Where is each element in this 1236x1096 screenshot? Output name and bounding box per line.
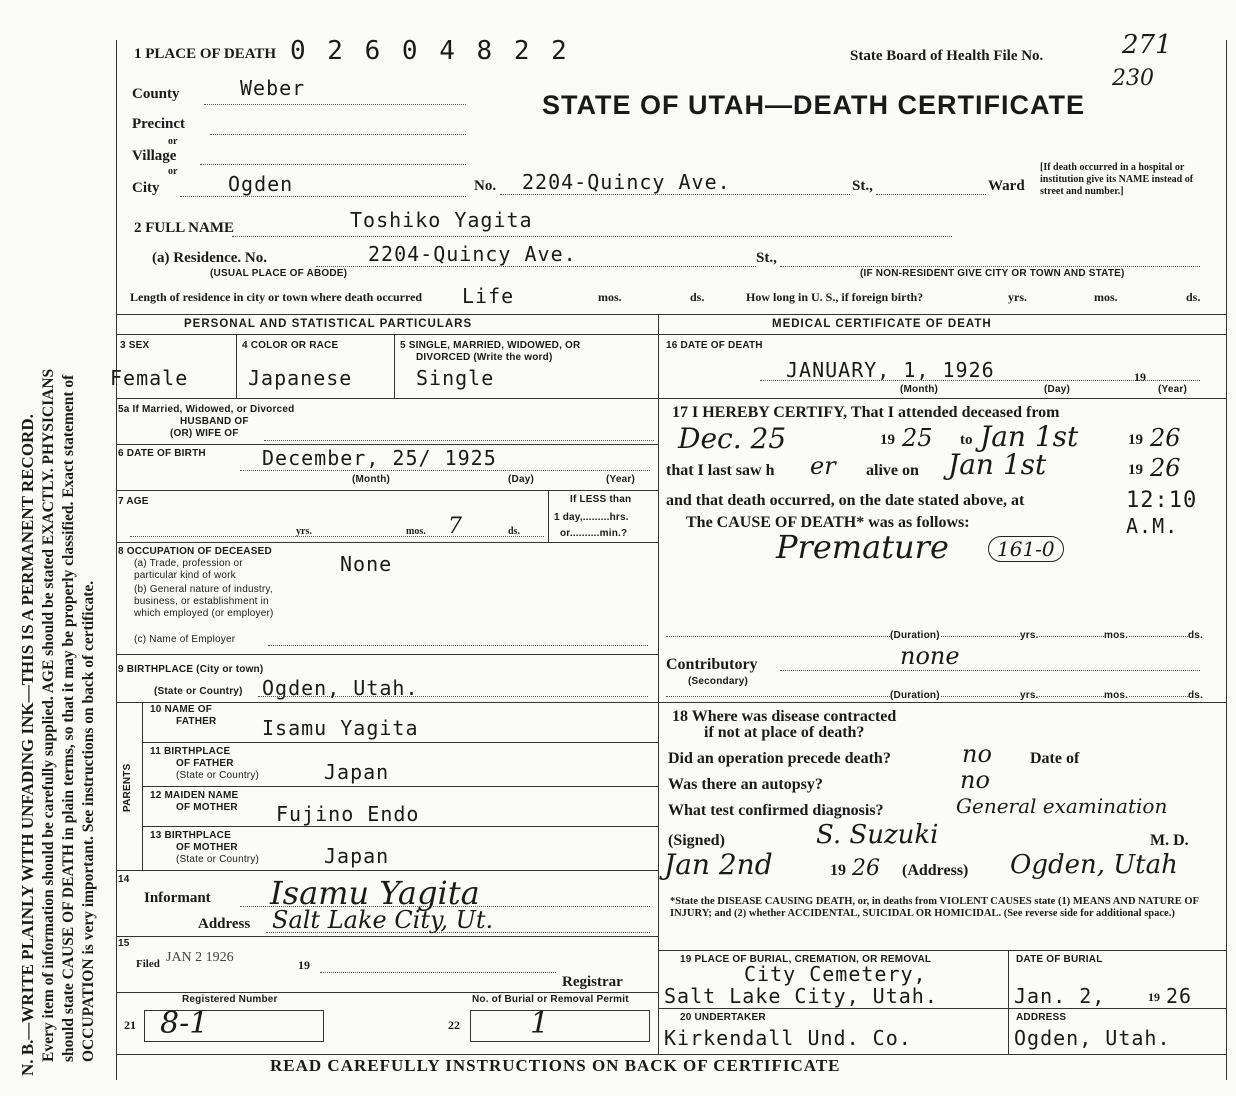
occupation-b-3: which employed (or employer) [134,608,274,619]
residence-line [316,266,756,267]
rule [116,654,658,655]
item-22-number: 22 [448,1018,460,1032]
father-name-value: Isamu Yagita [262,716,419,740]
street-line [500,194,850,195]
mother-birthplace-label-3: (State or Country) [176,854,260,865]
attended-to-value: Jan 1st [980,420,1079,453]
autopsy-answer: no [960,766,990,794]
mother-name-value: Fujino Endo [276,802,420,826]
occupation-label: 8 OCCUPATION OF DECEASED [118,546,272,557]
rule [116,1054,1226,1055]
rule [116,444,658,445]
duration-label-1: (Duration) [890,630,940,641]
father-name-label-2: FATHER [176,716,217,727]
duration-yrs-1: yrs. [1020,630,1039,641]
birthplace-label: 9 BIRTHPLACE (City or town) [118,664,264,675]
street-number-label: No. [474,178,497,194]
occupation-a-2: particular kind of work [134,570,236,581]
dob-month-caption: (Month) [352,474,391,485]
informant-label: Informant [144,890,211,906]
length-ds-label: ds. [690,290,705,304]
full-name-line [232,236,952,237]
burial-place-value-2: Salt Lake City, Utah. [664,984,938,1008]
last-saw-label: that I last saw h [666,462,775,479]
rule [116,992,658,993]
time-of-death-value: 12:10 [1126,488,1198,513]
or-separator-1: or [168,136,178,147]
less-than-label: If LESS than [570,494,632,505]
last-19-label: 19 [1128,462,1143,478]
rule [142,742,658,743]
city-label: City [132,180,160,196]
certify-statement: 17 I HEREBY CERTIFY, That I attended deceased from [672,404,1060,421]
rule [1008,950,1009,1054]
undertaker-value: Kirkendall Und. Co. [664,1026,912,1050]
or-separator-2: or [168,166,178,177]
sex-value: Female [110,366,189,390]
age-yrs-label: yrs. [296,526,312,537]
burial-place-label: 19 PLACE OF BURIAL, CREMATION, OR REMOVAL [680,954,932,965]
death-month-caption: (Month) [900,384,939,395]
duration-yrs-2: yrs. [1020,690,1039,701]
age-ds-label: ds. [508,526,520,537]
right-border [1226,40,1227,1080]
last-saw-date-value: Jan 1st [948,448,1047,481]
signed-label: (Signed) [668,832,725,849]
to-label: to [960,432,973,448]
rule [320,972,556,973]
to-19-label: 19 [1128,432,1143,448]
full-name-label: 2 FULL NAME [134,220,235,236]
father-birthplace-label-3: (State or Country) [176,770,260,781]
contributory-label: Contributory [666,656,758,673]
father-birthplace-label-2: OF FATHER [176,758,234,769]
age-mos-label: mos. [406,526,426,537]
city-value: Ogden [228,172,294,196]
rule [116,702,658,703]
burial-19-label: 19 [1148,990,1160,1004]
us-yrs-label: yrs. [1008,290,1027,304]
death-day-caption: (Day) [1044,384,1071,395]
rule [116,870,658,871]
duration-label-2: (Duration) [890,690,940,701]
last-year-value: 26 [1150,454,1181,482]
residence-label: (a) Residence. No. [152,250,267,266]
non-resident-note: (IF NON-RESIDENT GIVE CITY OR TOWN AND STATE) [860,268,1125,279]
rule [116,490,658,491]
footer-instructions: READ CAREFULLY INSTRUCTIONS ON BACK OF CERTIFICATE [270,1056,841,1075]
operation-date-label: Date of [1030,750,1080,767]
husband-of-label: HUSBAND OF [180,416,249,427]
informant-address-value: Salt Lake City, Ut. [272,906,494,934]
physician-address-value: Ogden, Utah [1010,850,1178,880]
dob-day-caption: (Day) [508,474,535,485]
father-birthplace-value: Japan [324,760,390,784]
street-label: St., [852,178,873,194]
rule [658,398,1226,399]
length-of-residence-label: Length of residence in city or town where death occurred [130,290,423,304]
signature-year-value: 26 [852,856,880,881]
occupation-value: None [340,552,393,576]
physician-address-label: (Address) [902,862,969,879]
burial-place-value-1: City Cemetery, [744,962,927,986]
burial-permit-value: 1 [530,1006,550,1041]
duration-ds-1: ds. [1188,630,1204,641]
signature-19-label: 19 [830,862,846,879]
occupation-a-1: (a) Trade, profession or [134,558,243,569]
marital-status-value: Single [416,366,495,390]
document-title: STATE OF UTAH—DEATH CERTIFICATE [542,90,1085,120]
date-of-birth-label: 6 DATE OF BIRTH [118,448,206,459]
file-number-label: State Board of Health File No. [850,48,1044,64]
duration-mos-1: mos. [1104,630,1129,641]
date-of-death-value: JANUARY, 1, 1926 [786,358,995,382]
city-line [180,196,466,197]
date-of-death-label: 16 DATE OF DEATH [666,340,763,351]
burial-date-label: DATE OF BURIAL [1016,954,1103,965]
marital-status-label-2: DIVORCED (Write the word) [416,352,553,363]
rule [116,334,658,335]
item-15-number: 15 [118,938,130,949]
mother-birthplace-value: Japan [324,844,390,868]
occupation-b-2: business, or establishment in [134,596,269,607]
father-birthplace-label: 11 BIRTHPLACE [150,746,231,757]
item-21-number: 21 [124,1018,136,1032]
rule [268,645,648,646]
precinct-label: Precinct [132,116,186,132]
rule [142,786,658,787]
section-divider [116,314,1226,315]
spouse-label: 5a If Married, Widowed, or Divorced [118,404,295,415]
filed-stamp: JAN 2 1926 [166,950,234,965]
undertaker-label: 20 UNDERTAKER [680,1012,766,1023]
residence-extra-line [780,266,1200,267]
cause-of-death-label: The CAUSE OF DEATH* was as follows: [686,514,970,531]
county-label: County [132,86,180,102]
attended-from-value: Dec. 25 [678,422,787,455]
mother-name-label: 12 MAIDEN NAME [150,790,239,801]
ward-line [876,194,986,195]
autopsy-label: Was there an autopsy? [668,776,823,793]
mother-birthplace-label: 13 BIRTHPLACE [150,830,231,841]
physician-signature: S. Suzuki [816,820,939,850]
rule [548,490,549,542]
rule [240,470,650,471]
birthplace-state-label: (State or Country) [154,686,243,697]
secondary-caption: (Secondary) [688,676,748,687]
rule [780,670,1200,671]
rule [116,398,658,399]
death-year-caption: (Year) [1158,384,1187,395]
rule [258,696,648,697]
informant-address-label: Address [198,916,251,932]
am-pm-value: A.M. [1126,514,1179,538]
rule [116,542,658,543]
filed-label: Filed [136,958,160,970]
test-diagnosis-answer: General examination [956,794,1168,818]
rule [130,536,544,537]
signature-date-value: Jan 2nd [664,848,773,881]
file-number: 271 [1122,30,1172,60]
cause-code-value: 161-0 [988,536,1064,562]
filed-19-label: 19 [298,958,310,972]
mother-birthplace-label-2: OF MOTHER [176,842,238,853]
burial-year-value: 26 [1166,984,1193,1008]
death-19-label: 19 [1134,370,1146,384]
rule [658,702,1226,703]
length-mos-label: mos. [598,290,622,304]
mother-name-label-2: OF MOTHER [176,802,238,813]
color-race-value: Japanese [248,366,353,390]
us-mos-label: mos. [1094,290,1118,304]
operation-label: Did an operation precede death? [668,750,891,767]
usual-place-note: (USUAL PLACE OF ABODE) [210,268,348,279]
personal-heading: PERSONAL AND STATISTICAL PARTICULARS [184,318,473,330]
us-ds-label: ds. [1186,290,1201,304]
operation-answer: no [962,740,992,768]
to-year-value: 26 [1150,424,1181,452]
serial-number: 0 2 6 0 4 8 2 2 [290,36,570,66]
age-days-value: 7 [448,514,462,539]
side-note-permanent-record: N. B.—WRITE PLAINLY WITH UNFADING INK—THIS IS A PERMANENT RECORD. [18,414,37,1076]
registrar-label: Registrar [562,974,623,990]
undertaker-address-label: ADDRESS [1016,1012,1067,1023]
registered-number-value: 8-1 [160,1006,209,1041]
file-number-secondary: 230 [1112,66,1154,91]
side-note-line-4: OCCUPATION is very important. See instructions on back of certificate. [80,580,97,1062]
side-note-line-3: should state CAUSE OF DEATH in plain terms, so that it may be properly classified. Exact statement of [60,374,77,1062]
rule [116,936,658,937]
left-border [116,40,117,1080]
duration-mos-2: mos. [1104,690,1129,701]
undertaker-address-value: Ogden, Utah. [1014,1026,1171,1050]
dob-year-caption: (Year) [606,474,635,485]
full-name-value: Toshiko Yagita [350,208,533,232]
marital-status-label: 5 SINGLE, MARRIED, WIDOWED, OR [400,340,581,351]
father-name-label: 10 NAME OF [150,704,213,715]
side-note-line-2: Every item of information should be carefully supplied. AGE should be stated EXACTLY. PHYSICIANS [40,368,57,1062]
death-occurred-label: and that death occurred, on the date stated above, at [666,492,1025,509]
informant-value: Isamu Yagita [270,874,480,912]
us-residence-label: How long in U. S., if foreign birth? [746,290,924,304]
sex-label: 3 SEX [120,340,150,351]
place-of-death-label: 1 PLACE OF DEATH [134,46,277,62]
county-value: Weber [240,76,306,100]
duration-ds-2: ds. [1188,690,1204,701]
from-year-value: 25 [902,424,933,452]
from-19-label: 19 [880,432,895,448]
registered-number-label: Registered Number [182,994,278,1005]
street-number-value: 2204-Quincy Ave. [522,170,731,194]
age-label: 7 AGE [118,496,149,507]
burial-permit-box [470,1010,650,1042]
less-than-hours: 1 day,.........hrs. [554,512,629,523]
cause-footnote: *State the DISEASE CAUSING DEATH, or, in deaths from VIOLENT CAUSES state (1) MEANS AND NATURE OF INJURY; and (2) whether ACCIDENTAL, SUICIDAL OR HOMICIDAL. (See reverse side for additional space.) [670,896,1199,919]
precinct-line [210,134,466,135]
occupation-b-1: (b) General nature of industry, [134,584,273,595]
birthplace-value: Ogden, Utah. [262,676,419,700]
length-of-residence-value: Life [462,284,515,308]
rule [394,334,395,398]
md-label: M. D. [1150,832,1189,849]
ward-instructions: [If death occurred in a hospital or institution give its NAME instead of street and number.] [1040,162,1194,197]
village-line [200,164,466,165]
disease-contracted-label-2: if not at place of death? [704,724,865,741]
date-of-birth-value: December, 25/ 1925 [262,446,497,470]
ward-label: Ward [988,178,1025,194]
column-divider [658,314,659,1054]
employer-label: (c) Name of Employer [134,634,236,645]
rule [658,1008,1226,1009]
burial-date-value: Jan. 2, [1014,984,1106,1008]
test-diagnosis-label: What test confirmed diagnosis? [668,802,884,819]
item-14-number: 14 [118,874,130,885]
burial-permit-number-label: No. of Burial or Removal Permit [472,994,629,1005]
rule [264,440,654,441]
medical-heading: MEDICAL CERTIFICATE OF DEATH [772,318,992,330]
residence-street-label: St., [756,250,777,266]
color-race-label: 4 COLOR OR RACE [242,340,339,351]
county-line [204,104,466,105]
residence-value: 2204-Quincy Ave. [368,242,577,266]
rule [142,826,658,827]
disease-contracted-label: 18 Where was disease contracted [672,708,897,725]
rule [266,932,650,933]
contributory-value: none [900,642,960,670]
rule [236,334,237,398]
rule [658,334,1226,335]
less-than-minutes: or..........min.? [560,528,628,539]
parents-label: PARENTS [122,763,133,812]
cause-of-death-value: Premature [776,528,949,566]
village-label: Village [132,148,177,164]
wife-of-label: (OR) WIFE OF [170,428,239,439]
alive-on-label: alive on [866,462,919,479]
rule [658,950,1226,951]
last-saw-pronoun: er [810,452,836,480]
